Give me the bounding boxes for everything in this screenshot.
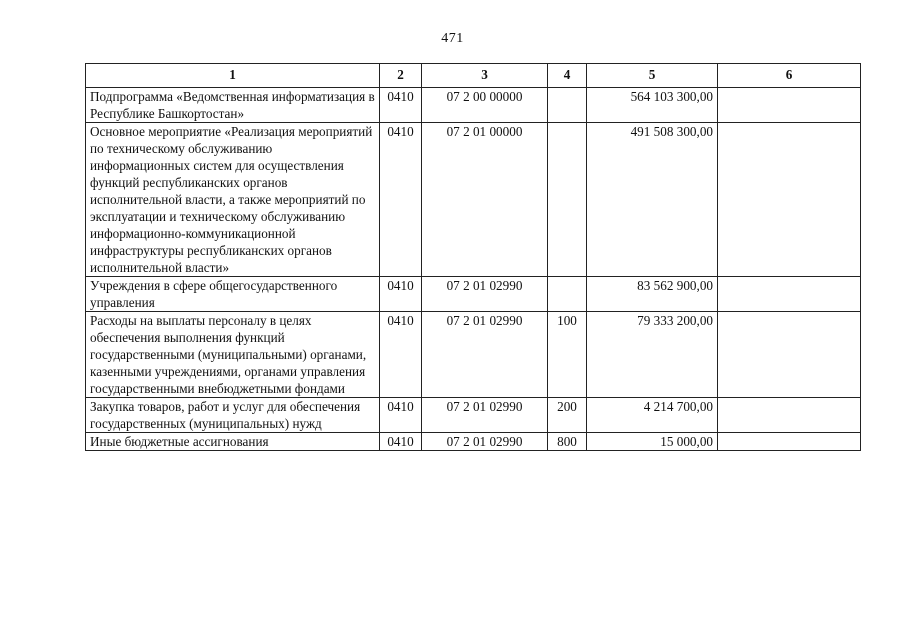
- table-row: [86, 277, 861, 312]
- header-col-1: 1: [86, 64, 380, 88]
- table-row: [86, 123, 861, 277]
- cell-expense-type: 800: [548, 433, 587, 451]
- cell-section: 0410: [380, 433, 422, 451]
- cell-amount: 564 103 300,00: [587, 88, 718, 123]
- table-row: [86, 433, 861, 451]
- table-row: [86, 88, 861, 123]
- budget-table: [85, 63, 861, 451]
- cell-amount: 83 562 900,00: [587, 277, 718, 312]
- cell-amount: 4 214 700,00: [587, 398, 718, 433]
- cell-col6: [718, 398, 861, 433]
- cell-col6: [718, 88, 861, 123]
- cell-section: 0410: [380, 312, 422, 398]
- cell-target-code: 07 2 01 00000: [422, 123, 548, 277]
- cell-section: 0410: [380, 277, 422, 312]
- cell-name: Учреждения в сфере общегосударственного управления: [86, 277, 380, 312]
- cell-expense-type: 100: [548, 312, 587, 398]
- cell-section: 0410: [380, 88, 422, 123]
- cell-section: 0410: [380, 123, 422, 277]
- header-col-3: 3: [422, 64, 548, 88]
- cell-col6: [718, 433, 861, 451]
- cell-name: Расходы на выплаты персоналу в целях обеспечения выполнения функций государственными (муниципальными) органами, казенными учреждениями, органами управления государственными внебюджетными фондами: [86, 312, 380, 398]
- header-col-6: 6: [718, 64, 861, 88]
- cell-col6: [718, 277, 861, 312]
- cell-name: Основное мероприятие «Реализация мероприятий по техническому обслуживанию информационных систем для осуществления функций республиканских органов исполнительной власти, а также мероприятий по эксплуатации и техническому обслуживанию информационно-коммуникационной инфраструктуры республиканских органов исполнительной власти»: [86, 123, 380, 277]
- cell-amount: 491 508 300,00: [587, 123, 718, 277]
- cell-col6: [718, 312, 861, 398]
- header-col-4: 4: [548, 64, 587, 88]
- cell-expense-type: [548, 123, 587, 277]
- cell-target-code: 07 2 01 02990: [422, 312, 548, 398]
- cell-name: Закупка товаров, работ и услуг для обеспечения государственных (муниципальных) нужд: [86, 398, 380, 433]
- cell-name: Подпрограмма «Ведомственная информатизация в Республике Башкортостан»: [86, 88, 380, 123]
- cell-amount: 79 333 200,00: [587, 312, 718, 398]
- table-body: [86, 88, 861, 451]
- cell-col6: [718, 123, 861, 277]
- cell-expense-type: [548, 88, 587, 123]
- table-header: [86, 64, 861, 88]
- header-col-2: 2: [380, 64, 422, 88]
- cell-section: 0410: [380, 398, 422, 433]
- cell-name: Иные бюджетные ассигнования: [86, 433, 380, 451]
- cell-amount: 15 000,00: [587, 433, 718, 451]
- page-number: 471: [441, 31, 464, 46]
- cell-target-code: 07 2 01 02990: [422, 398, 548, 433]
- cell-target-code: 07 2 01 02990: [422, 433, 548, 451]
- cell-target-code: 07 2 01 02990: [422, 277, 548, 312]
- header-col-5: 5: [587, 64, 718, 88]
- cell-expense-type: 200: [548, 398, 587, 433]
- table-row: [86, 398, 861, 433]
- cell-expense-type: [548, 277, 587, 312]
- cell-target-code: 07 2 00 00000: [422, 88, 548, 123]
- table-row: [86, 312, 861, 398]
- header-row: [86, 64, 861, 88]
